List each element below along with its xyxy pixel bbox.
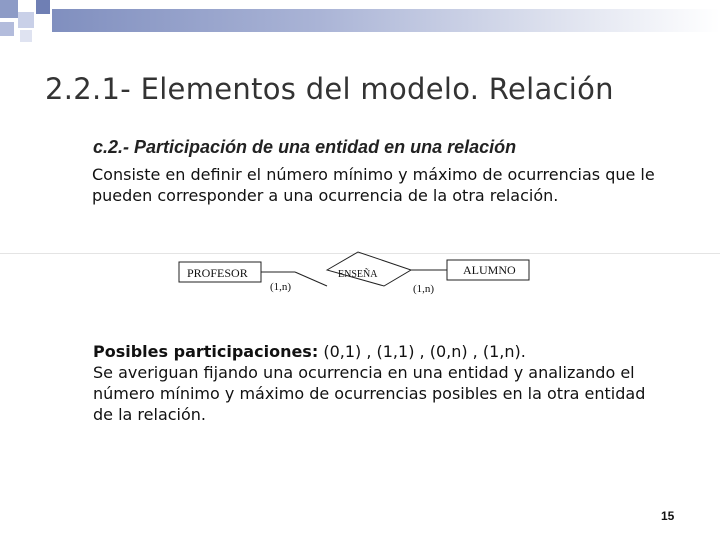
participations-line [93,341,653,362]
slide-title: 2.2.1- Elementos del modelo. Relación [45,72,614,106]
decor-square [0,22,14,36]
page-number: 15 [661,509,675,523]
participations-values: (0,1) , (1,1) , (0,n) , (1,n). [318,342,526,361]
entity-label-profesor: PROFESOR [187,266,248,280]
connector-line [295,272,327,286]
decor-square [18,12,34,28]
relationship-label: ENSEÑA [338,269,378,280]
er-diagram [0,240,720,310]
cardinality-left: (1,n) [270,281,292,293]
decor-square [0,0,18,18]
participations-block [93,341,653,425]
header-gradient-bar [52,9,720,32]
cardinality-right: (1,n) [413,283,435,295]
decor-square [20,30,32,42]
decor-square [36,0,50,14]
entity-label-alumno: ALUMNO [463,263,516,277]
participations-label: Posibles participaciones: [93,342,319,361]
section-subtitle: c.2.- Participación de una entidad en una relación [93,137,517,157]
intro-paragraph: Consiste en definir el número mínimo y máximo de ocurrencias que le pueden corresponder a una ocurrencia de la otra relación. [92,165,655,205]
explanation-paragraph: Se averiguan fijando una ocurrencia en una entidad y analizando el número mínimo y máximo de ocurrencias posibles en la otra entidad de la relación. [93,363,646,424]
